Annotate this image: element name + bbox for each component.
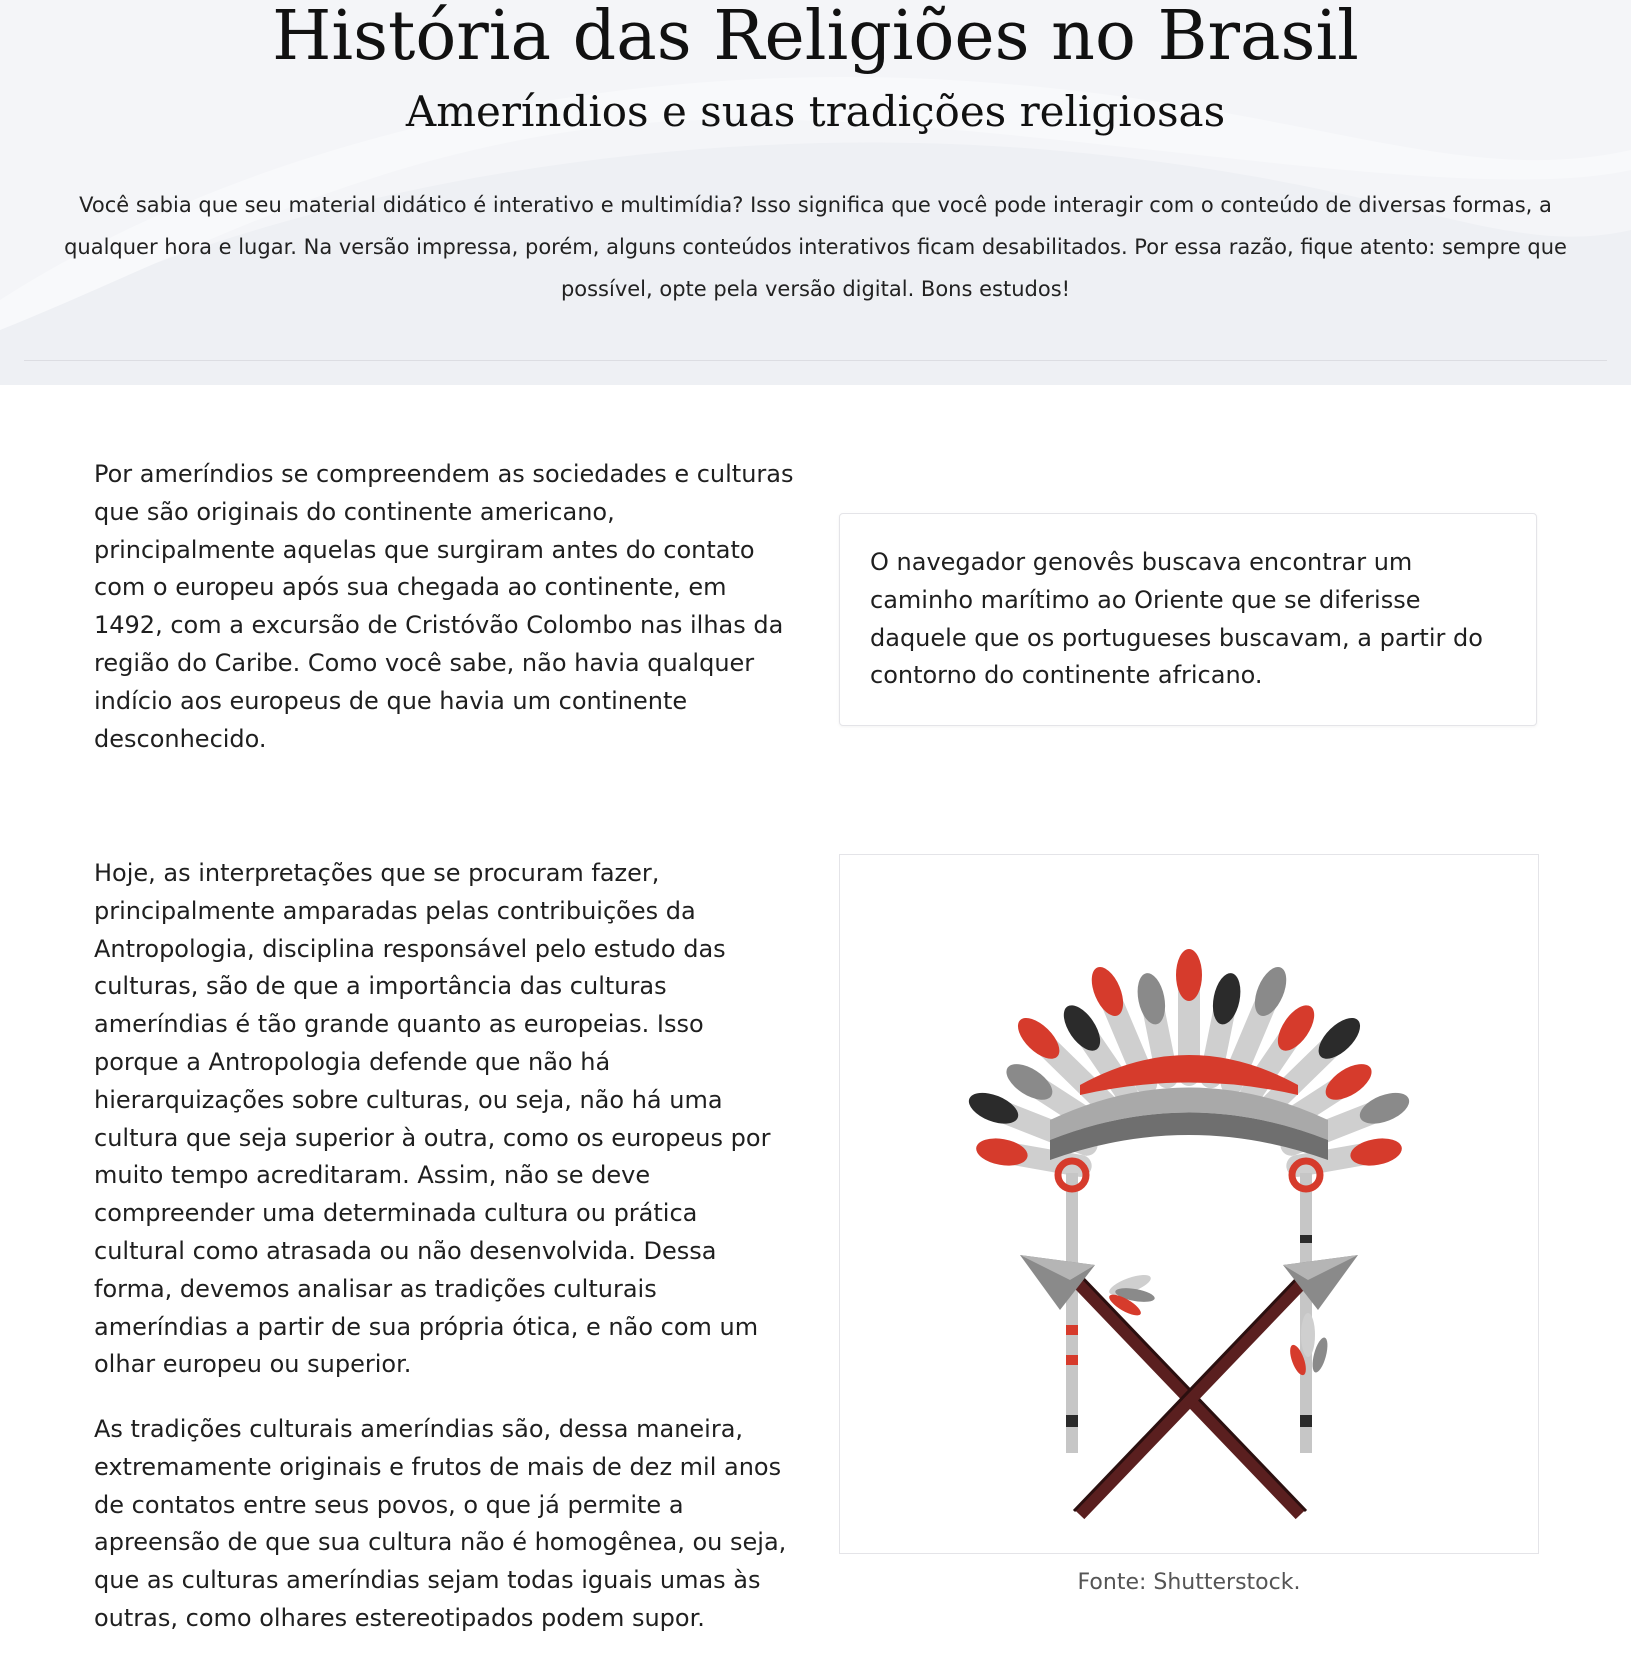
spear-left: [1020, 1255, 1306, 1515]
paragraph-tradicoes: As tradições culturais ameríndias são, dessa maneira, extremamente originais e frutos de mais de dez mil anos de contatos entre seus povos, o que já permite a apreensão de que sua cultura não é homogênea, ou seja, que as culturas ameríndias sejam todas iguais umas às outras, como olhares estereotipados podem supor.: [94, 1415, 787, 1632]
headdress-figure: [839, 854, 1539, 1554]
page-title: História das Religiões no Brasil: [272, 0, 1359, 76]
headdress-illustration: [840, 855, 1538, 1553]
note-text: O navegador genovês buscava encontrar um caminho marítimo ao Oriente que se diferisse daquele que os portugueses buscavam, a partir do contorno do continente africano.: [870, 548, 1483, 690]
left-strap: [1066, 1173, 1078, 1453]
intro-text: Você sabia que seu material didático é interativo e multimídia? Isso significa que você pode interagir com o conteúdo de diversas formas, a qualquer hora e lugar. Na versão impressa, porém, alguns conteúdos interativos ficam desabilitados. Por essa razão, fique atento: sempre que possível, opte pela versão digital. Bons estudos!: [64, 193, 1567, 301]
right-strap: [1300, 1173, 1312, 1453]
paragraph-antropologia: Hoje, as interpretações que se procuram fazer, principalmente amparadas pelas contribuições da Antropologia, disciplina responsável pelo estudo das culturas, são de que a importância das culturas ameríndias é tão grande quanto as europeias. Isso porque a Antropologia defende que não há hierarquizações sobre culturas, ou seja, não há uma cultura que seja superior à outra, como os europeus por muito tempo acreditaram. Assim, não se deve compreender uma determinada cultura ou prática cultural como atrasada ou não desenvolvida. Dessa forma, devemos analisar as tradições culturais ameríndias a partir de sua própria ótica, e não com um olhar europeu ou superior.: [94, 859, 771, 1379]
feather-tip: [1176, 949, 1202, 1001]
header-banner: [0, 0, 1631, 385]
paragraph-amerindios: Por ameríndios se compreendem as sociedades e culturas que são originais do continente americano, principalmente aquelas que surgiram antes do contato com o europeu após sua chegada ao continente, em 1492, com a excursão de Cristóvão Colombo nas ilhas da região do Caribe. Como você sabe, não havia qualquer indício aos europeus de que havia um continente desconhecido.: [94, 460, 794, 753]
header-divider: [24, 360, 1607, 361]
page-subtitle: Ameríndios e suas tradições religiosas: [405, 87, 1226, 136]
note-box: [839, 513, 1537, 726]
figure-caption: Fonte: Shutterstock.: [1077, 1570, 1301, 1595]
